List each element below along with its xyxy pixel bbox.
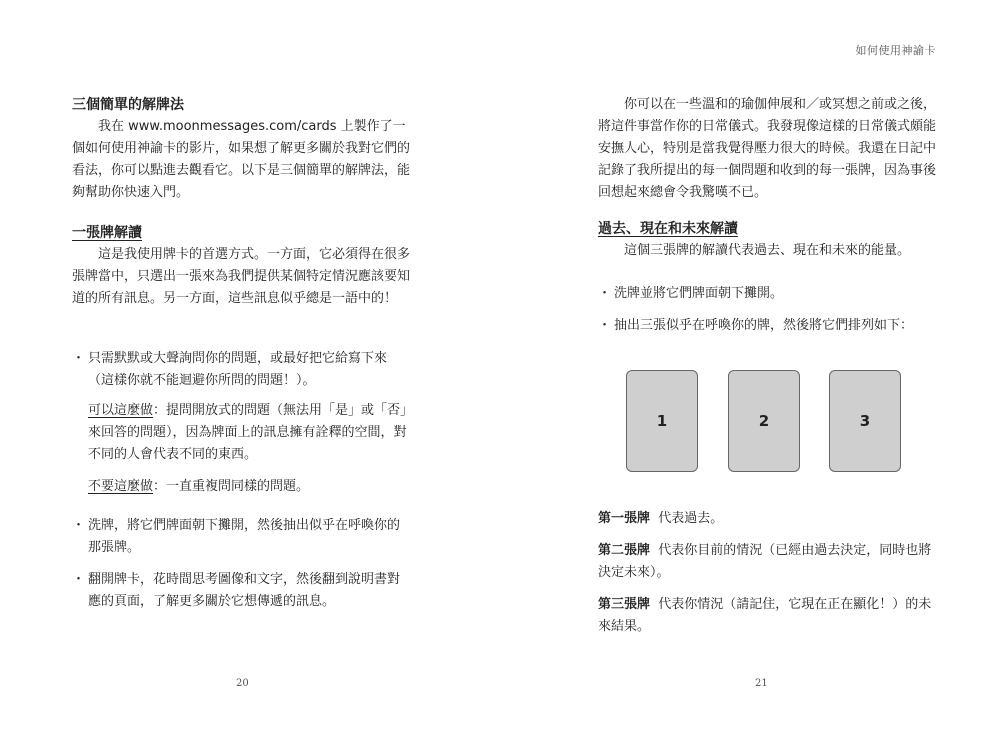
position-paragraph xyxy=(598,508,938,530)
bullet-text: 只需默默或大聲詢問你的問題，或最好把它給寫下來（這樣你就不能迴避你所問的問題！）。 xyxy=(88,351,388,388)
card-position-first xyxy=(598,508,938,530)
section-heading: 過去、現在和未來解讀 xyxy=(598,221,738,237)
card-past: 1 xyxy=(626,370,698,472)
section-paragraph: 我在 www.moonmessages.com/cards 上製作了一個如何使用神諭卡的影片，如果想了解更多關於我對它們的看法，你可以點進去觀看它。以下是三個簡單的解牌法，能夠幫助你快速入門。 xyxy=(72,119,411,200)
position-label: 第二張牌 xyxy=(598,543,651,558)
list-item xyxy=(72,515,410,559)
bullet-marker: ・ xyxy=(72,518,86,533)
dont-note xyxy=(88,476,410,498)
position-paragraph xyxy=(598,594,938,638)
bullet-text: 翻開牌卡，花時間思考圖像和文字，然後翻到說明書對應的頁面，了解更多關於它想傳遞的訊息。 xyxy=(88,572,401,609)
position-text: 代表你目前的情況（已經由過去決定，同時也將決定未來）。 xyxy=(598,543,932,580)
section-one-card-reading xyxy=(72,222,412,310)
list-item xyxy=(72,569,410,613)
position-text: 代表你情況（請記住，它現在正在顯化！）的未來結果。 xyxy=(598,597,932,634)
do-note-label: 可以這麼做 xyxy=(88,403,154,418)
position-label: 第一張牌 xyxy=(598,511,651,526)
position-text: 代表過去。 xyxy=(658,511,724,526)
do-note-paragraph xyxy=(88,400,410,466)
section-heading: 三個簡單的解牌法 xyxy=(72,97,184,113)
intro-section xyxy=(598,94,938,204)
section-paragraph: 這是我使用牌卡的首選方式。一方面，它必須得在很多張牌當中，只選出一張來為我們提供某個特定情況應該要知道的所有訊息。另一方面，這些訊息似乎總是一語中的！ xyxy=(72,247,411,306)
dont-note-paragraph xyxy=(88,476,410,498)
bullet-text: 洗牌，將它們牌面朝下攤開，然後抽出似乎在呼喚你的那張牌。 xyxy=(88,518,401,555)
page-number: 21 xyxy=(755,678,768,689)
do-note-text: ：提問開放式的問題（無法用「是」或「否」來回答的問題），因為牌面上的訊息擁有詮釋的空間，對不同的人會代表不同的東西。 xyxy=(88,403,407,462)
bullet-text: 洗牌並將它們牌面朝下攤開。 xyxy=(614,286,784,301)
right-page xyxy=(500,0,1000,733)
section-paragraph: 這個三張牌的解讀代表過去、現在和未來的能量。 xyxy=(624,243,911,258)
card-spread-diagram xyxy=(626,370,906,474)
dont-note-text: ：一直重複問同樣的問題。 xyxy=(153,479,310,494)
section-past-present-future xyxy=(598,218,938,262)
intro-paragraph: 你可以在一些溫和的瑜伽伸展和／或冥想之前或之後，將這件事當作你的日常儀式。我發現像這樣的日常儀式頗能安撫人心，特別是當我覺得壓力很大的時候。我還在日記中記錄了我所提出的每一個問題和收到的每一張牌，因為事後回想起來總會令我驚嘆不已。 xyxy=(598,97,937,200)
list-item xyxy=(598,315,938,337)
bullet-marker: ・ xyxy=(598,318,612,333)
section-heading: 一張牌解讀 xyxy=(72,225,142,241)
card-present: 2 xyxy=(728,370,800,472)
bullet-marker: ・ xyxy=(72,351,86,366)
bullet-marker: ・ xyxy=(72,572,86,587)
list-item xyxy=(598,283,938,305)
list-item xyxy=(72,348,410,392)
section-three-simple-readings xyxy=(72,94,412,204)
card-future: 3 xyxy=(829,370,901,472)
position-label: 第三張牌 xyxy=(598,597,651,612)
card-position-second xyxy=(598,540,938,584)
running-head: 如何使用神諭卡 xyxy=(855,44,936,57)
position-paragraph xyxy=(598,540,938,584)
dont-note-label: 不要這麼做 xyxy=(88,479,154,494)
card-position-third xyxy=(598,594,938,638)
bullet-text: 抽出三張似乎在呼喚你的牌，然後將它們排列如下： xyxy=(614,318,914,333)
bullet-marker: ・ xyxy=(598,286,612,301)
do-note xyxy=(88,400,410,466)
page-number: 20 xyxy=(236,678,249,689)
